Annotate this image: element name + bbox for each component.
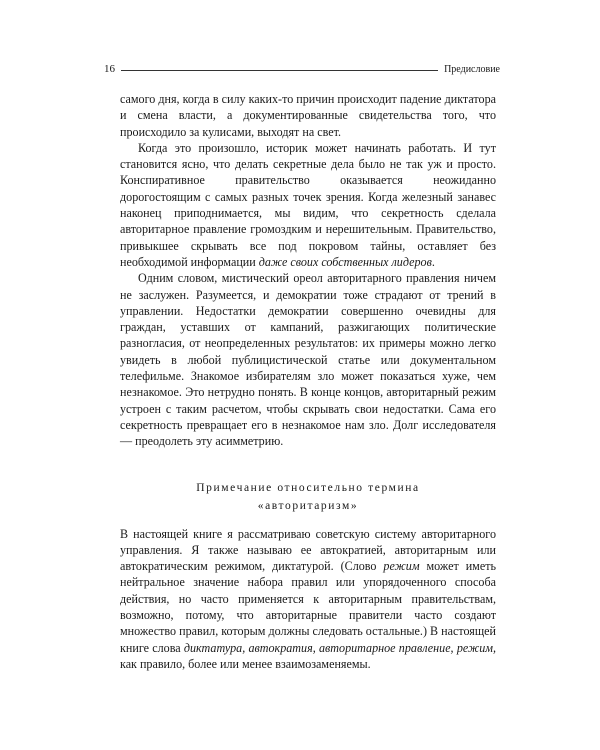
paragraph-text: Когда это произошло, историк может начинать работать. И тут становится ясно, что делать секретные дела было не так уж и просто. Конспиративное правительство оказывается неожиданно дорогостоящим с самых разных точек зрения. Когда железный занавес наконец приподнимается, мы видим, что секретность сделала авторитарное правление громоздким и нерешительным. Правительство, привыкшее скрывать все под покровом тайны, оставляет без необходимой информации	[120, 140, 496, 269]
section-heading-line-2: «авторитаризм»	[257, 499, 359, 512]
emphasis-text: даже своих собственных лидеров	[258, 254, 432, 269]
paragraph-text: Одним словом, мистический ореол авторитарного правления ничем не заслужен. Разумеется, и демократии тоже страдают от трений в управлении. Недостатки демократии совершенно очевидны для граждан, уставших от кампаний, разжигающих политические разногласия, от неопределенных результатов: их примеры можно легко увидеть в любой публицистической статье или документальном телефильме. Знакомое избирателям зло может показаться хуже, чем незнакомое. Это нетрудно понять. В конце концов, авторитарный режим устроен с таким расчетом, чтобы скрывать свои недостатки. Сама его секретность превращает его в незнакомое нам зло. Долг исследователя — преодолеть эту асимметрию.	[120, 271, 496, 449]
header-rule	[121, 70, 438, 71]
paragraph-text: самого дня, когда в силу каких-то причин происходит падение диктатора и смена власти, а документированные свидетельства того, что происходило за кулисами, выходят на свет.	[120, 92, 496, 139]
page-body	[120, 91, 496, 672]
paragraph-text: как правило, более или менее взаимозаменяемы.	[120, 656, 371, 671]
paragraph-text: может иметь нейтральное значение набора правил или упорядоченного способа действия, но часто применяется к авторитарным правительствам, возможно, потому, что авторитарные правители часто создают множество правил, которым должны следовать остальные.) В настоящей книге слова	[120, 559, 496, 655]
running-header	[104, 60, 500, 78]
paragraph-text: .	[431, 254, 435, 269]
body-paragraph-3	[120, 270, 496, 449]
emphasis-text: режим	[383, 559, 420, 574]
body-paragraph-1	[120, 91, 496, 140]
paragraph-text: В настоящей книге я рассматриваю советскую систему авторитарного управления. Я также называю ее автократией, авторитарным или автократическим режимом, диктатурой. (Слово	[120, 526, 496, 574]
body-paragraph-2	[120, 140, 496, 270]
section-heading	[120, 479, 496, 515]
section-heading-line-1: Примечание относительно термина	[196, 481, 420, 494]
page-number: 16	[104, 63, 115, 75]
emphasis-text: диктатура, автократия, авторитарное правление, режим,	[183, 640, 496, 655]
section-paragraph	[120, 526, 496, 673]
running-title: Предисловие	[444, 63, 500, 75]
